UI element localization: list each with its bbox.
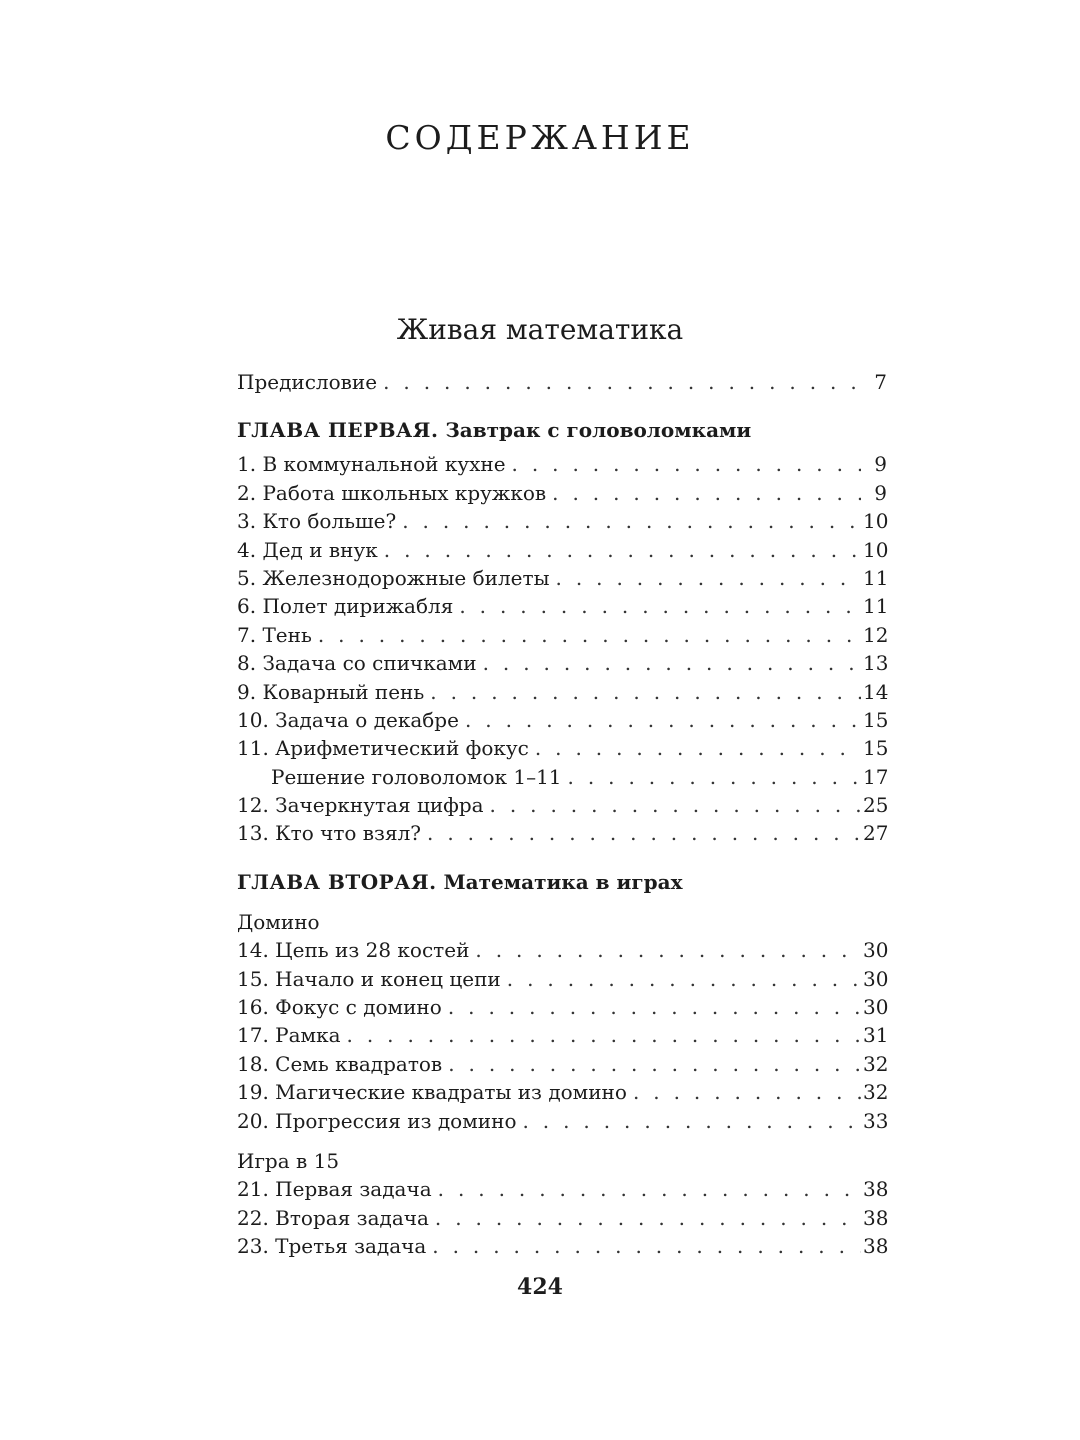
toc-entry-page: 31 bbox=[863, 1023, 889, 1048]
toc-entry-page: 11 bbox=[863, 565, 889, 590]
toc-entry-label: 4. Дед и внук bbox=[237, 537, 378, 562]
toc-entry-page: 30 bbox=[863, 966, 889, 991]
toc-entry-label: 15. Начало и конец цепи bbox=[237, 966, 501, 991]
toc-entry-page: 15 bbox=[863, 707, 889, 732]
toc-entry bbox=[237, 621, 887, 649]
toc-entry-label: Предисловие bbox=[237, 370, 378, 394]
toc-entry bbox=[237, 993, 887, 1021]
dot-leader bbox=[568, 763, 861, 791]
chapter-title: Математика в играх bbox=[443, 869, 683, 894]
toc-entry-label: 16. Фокус с домино bbox=[237, 995, 442, 1020]
toc-entry bbox=[237, 1107, 887, 1135]
toc-entry bbox=[237, 1175, 887, 1203]
toc-entry-page: 33 bbox=[863, 1108, 889, 1133]
dot-leader bbox=[384, 536, 861, 564]
chapter-heading-1 bbox=[237, 416, 887, 444]
dot-leader bbox=[448, 1050, 861, 1078]
table-of-contents bbox=[237, 368, 887, 1261]
toc-entry-label: 8. Задача со спичками bbox=[237, 651, 477, 676]
toc-entry-page: 15 bbox=[863, 736, 889, 761]
toc-entry bbox=[237, 791, 887, 819]
toc-entry bbox=[237, 1204, 887, 1232]
dot-leader bbox=[465, 706, 861, 734]
toc-entry-label: 7. Тень bbox=[237, 622, 312, 647]
chapter-number: ГЛАВА ПЕРВАЯ. bbox=[237, 418, 439, 443]
dot-leader bbox=[459, 592, 861, 620]
toc-entry-page: 25 bbox=[863, 793, 889, 818]
toc-entry-label: 18. Семь квадратов bbox=[237, 1051, 443, 1076]
toc-entry bbox=[237, 734, 887, 762]
toc-entry-label: 12. Зачеркнутая цифра bbox=[237, 793, 484, 818]
dot-leader bbox=[633, 1078, 861, 1106]
toc-entry-label: Решение головоломок 1–11 bbox=[271, 764, 562, 789]
toc-entry bbox=[237, 1050, 887, 1078]
toc-entry-label: 19. Магические квадраты из домино bbox=[237, 1080, 627, 1105]
page-title: СОДЕРЖАНИЕ bbox=[385, 118, 695, 157]
toc-entry bbox=[237, 450, 887, 478]
toc-entry-page: 32 bbox=[863, 1080, 889, 1105]
toc-entry-label: 2. Работа школьных кружков bbox=[237, 480, 547, 505]
toc-entry-page: 11 bbox=[863, 594, 889, 619]
toc-entry-label: 23. Третья задача bbox=[237, 1234, 427, 1259]
toc-entry-page: 17 bbox=[863, 764, 889, 789]
toc-entry-label: 21. Первая задача bbox=[237, 1177, 432, 1202]
toc-entry-label: 20. Прогрессия из домино bbox=[237, 1108, 517, 1133]
dot-leader bbox=[535, 734, 861, 762]
dot-leader bbox=[383, 368, 861, 396]
toc-entry-page: 12 bbox=[863, 622, 889, 647]
dot-leader bbox=[490, 791, 861, 819]
toc-entry bbox=[237, 1078, 887, 1106]
toc-entry-label: 17. Рамка bbox=[237, 1023, 341, 1048]
dot-leader bbox=[507, 965, 861, 993]
dot-leader bbox=[432, 1232, 861, 1260]
toc-entry-page: 9 bbox=[874, 480, 887, 505]
toc-entry bbox=[237, 564, 887, 592]
toc-entry-label: 10. Задача о декабре bbox=[237, 707, 459, 732]
toc-entry bbox=[237, 936, 887, 964]
chapter-number: ГЛАВА ВТОРАЯ. bbox=[237, 869, 437, 894]
toc-entry-page: 27 bbox=[863, 821, 889, 846]
dot-leader bbox=[552, 479, 861, 507]
toc-entry-preface bbox=[237, 368, 887, 396]
dot-leader bbox=[402, 507, 861, 535]
toc-entry bbox=[237, 536, 887, 564]
toc-entry bbox=[237, 678, 887, 706]
toc-entry bbox=[237, 649, 887, 677]
toc-entry bbox=[237, 965, 887, 993]
dot-leader bbox=[427, 819, 861, 847]
toc-entry-page: 10 bbox=[863, 509, 889, 534]
dot-leader bbox=[522, 1107, 861, 1135]
toc-entry bbox=[237, 479, 887, 507]
page-number: 424 bbox=[517, 1274, 563, 1300]
toc-entry bbox=[237, 819, 887, 847]
book-title: Живая математика bbox=[396, 313, 684, 346]
toc-entry-label: 13. Кто что взял? bbox=[237, 821, 422, 846]
toc-entry bbox=[237, 592, 887, 620]
toc-entry-page: 9 bbox=[874, 452, 887, 477]
chapter-heading-2 bbox=[237, 868, 887, 896]
dot-leader bbox=[318, 621, 861, 649]
section-heading: Домино bbox=[237, 909, 320, 934]
toc-entry-page: 10 bbox=[863, 537, 889, 562]
toc-entry-label: 22. Вторая задача bbox=[237, 1205, 429, 1230]
toc-entry-page: 30 bbox=[863, 938, 889, 963]
toc-entry-label: 5. Железнодорожные билеты bbox=[237, 565, 550, 590]
toc-entry-page: 38 bbox=[863, 1205, 889, 1230]
dot-leader bbox=[347, 1021, 861, 1049]
dot-leader bbox=[438, 1175, 861, 1203]
dot-leader bbox=[512, 450, 861, 478]
dot-leader bbox=[430, 678, 861, 706]
section-heading: Игра в 15 bbox=[237, 1148, 340, 1173]
toc-entry-page: 30 bbox=[863, 995, 889, 1020]
dot-leader bbox=[435, 1204, 861, 1232]
toc-entry-page: 38 bbox=[863, 1234, 889, 1259]
chapter-title: Завтрак с головоломками bbox=[445, 418, 752, 443]
toc-entry-label: 14. Цепь из 28 костей bbox=[237, 938, 470, 963]
toc-entry-page: 7 bbox=[874, 370, 887, 394]
toc-entry bbox=[237, 1232, 887, 1260]
toc-entry-page: 14 bbox=[863, 679, 889, 704]
dot-leader bbox=[448, 993, 861, 1021]
toc-entry-page: 32 bbox=[863, 1051, 889, 1076]
toc-entry bbox=[237, 706, 887, 734]
dot-leader bbox=[483, 649, 861, 677]
toc-entry-label: 11. Арифметический фокус bbox=[237, 736, 529, 761]
dot-leader bbox=[556, 564, 862, 592]
toc-entry-subsection bbox=[237, 763, 887, 791]
dot-leader bbox=[475, 936, 861, 964]
toc-entry-label: 3. Кто больше? bbox=[237, 509, 397, 534]
toc-entry-label: 6. Полет дирижабля bbox=[237, 594, 454, 619]
toc-entry bbox=[237, 507, 887, 535]
toc-entry-page: 38 bbox=[863, 1177, 889, 1202]
toc-entry-page: 13 bbox=[863, 651, 889, 676]
toc-entry-label: 1. В коммунальной кухне bbox=[237, 452, 506, 477]
toc-entry bbox=[237, 1021, 887, 1049]
toc-entry-label: 9. Коварный пень bbox=[237, 679, 425, 704]
